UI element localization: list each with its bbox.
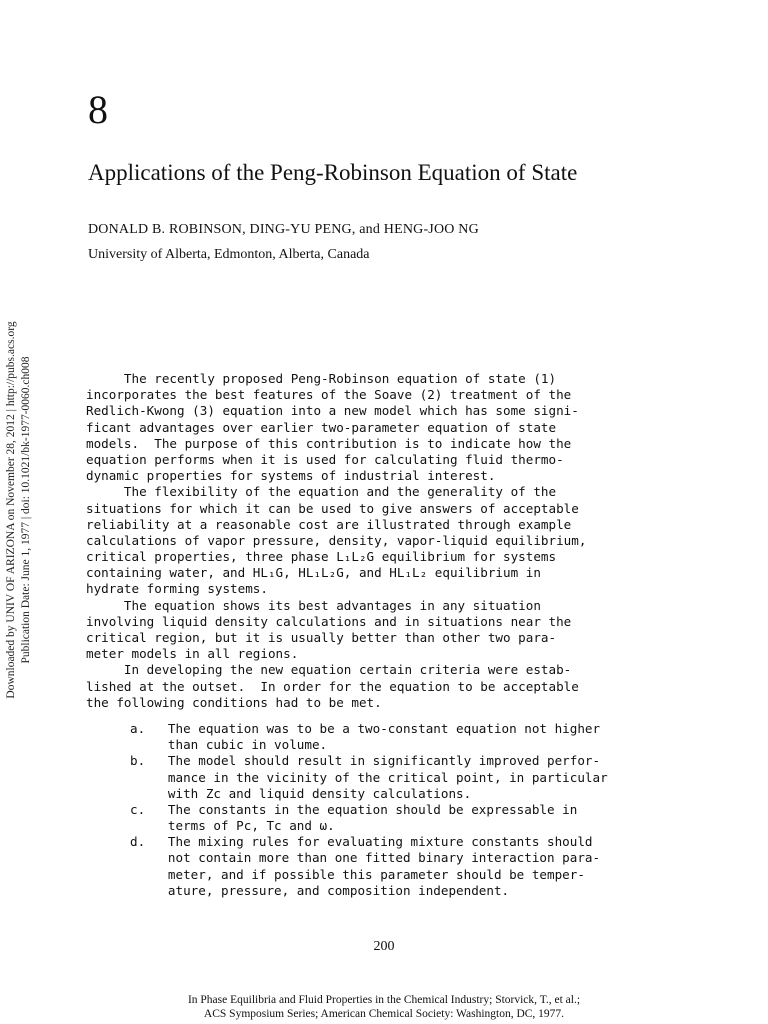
condition-line: terms of Pc, Tc and ω. <box>130 818 335 834</box>
body-line: incorporates the best features of the Soave (2) treatment of the <box>86 387 572 403</box>
condition-line: b. The model should result in significantly improved perfor- <box>130 753 601 769</box>
body-line: hydrate forming systems. <box>86 581 268 597</box>
citation-line-2: ACS Symposium Series; American Chemical Society: Washington, DC, 1977. <box>203 1008 565 1020</box>
body-line: situations for which it can be used to give answers of acceptable <box>86 500 579 516</box>
body-line: meter models in all regions. <box>86 646 299 662</box>
body-line: reliability at a reasonable cost are illustrated through example <box>86 516 572 532</box>
condition-line: with Zc and liquid density calculations. <box>130 785 472 801</box>
body-line: In developing the new equation certain criteria were estab- <box>86 662 572 678</box>
body-line: dynamic properties for systems of industrial interest. <box>86 468 496 484</box>
citation-footer <box>0 993 768 1021</box>
download-sidebar-text <box>4 300 44 720</box>
condition-line: meter, and if possible this parameter should be temper- <box>130 866 585 882</box>
condition-line: d. The mixing rules for evaluating mixture constants should <box>130 834 593 850</box>
chapter-title: Applications of the Peng-Robinson Equation of State <box>88 160 578 185</box>
body-line: The flexibility of the equation and the generality of the <box>86 484 557 500</box>
body-line: ficant advantages over earlier two-parameter equation of state <box>86 419 557 435</box>
body-line: The equation shows its best advantages in any situation <box>86 597 541 613</box>
author-affiliation: University of Alberta, Edmonton, Alberta, Canada <box>88 247 370 262</box>
citation-line-1: In Phase Equilibria and Fluid Properties in the Chemical Industry; Storvick, T., et al.; <box>187 994 581 1006</box>
body-paragraphs <box>86 371 706 711</box>
body-line: critical region, but it is usually better than other two para- <box>86 630 557 645</box>
condition-line: c. The constants in the equation should be expressable in <box>130 801 578 817</box>
body-line: critical properties, three phase L₁L₂G equilibrium for systems <box>86 549 557 565</box>
condition-line: ature, pressure, and composition independent. <box>130 882 510 898</box>
condition-line: mance in the vicinity of the critical point, in particular <box>130 769 608 785</box>
publication-date-doi: Publication Date: June 1, 1977 | doi: 10.1021/bk-1977-0060.ch008 <box>20 356 32 664</box>
chapter-number: 8 <box>88 87 108 132</box>
body-line: containing water, and HL₁G, HL₁L₂G, and HL₁L₂ equilibrium in <box>86 565 541 581</box>
condition-line: than cubic in volume. <box>130 737 328 753</box>
body-text <box>86 371 706 899</box>
list-spacer <box>86 711 706 721</box>
body-line: calculations of vapor pressure, density, vapor-liquid equilibrium, <box>86 532 587 548</box>
condition-line: not contain more than one fitted binary interaction para- <box>130 850 601 866</box>
page-number: 200 <box>373 939 395 954</box>
conditions-list <box>86 721 706 899</box>
body-line: lished at the outset. In order for the equation to be acceptable <box>86 678 579 694</box>
body-line: involving liquid density calculations and in situations near the <box>86 613 572 629</box>
download-notice: Downloaded by UNIV OF ARIZONA on November 28, 2012 | http://pubs.acs.org <box>5 321 17 699</box>
body-line: The recently proposed Peng-Robinson equation of state (1) <box>86 371 557 386</box>
body-line: models. The purpose of this contribution is to indicate how the <box>86 435 572 451</box>
download-sidebar <box>4 300 44 720</box>
body-line: equation performs when it is used for calculating fluid thermo- <box>86 451 564 467</box>
condition-line: a. The equation was to be a two-constant equation not higher <box>130 720 601 736</box>
body-line: the following conditions had to be met. <box>86 694 382 710</box>
author-list: DONALD B. ROBINSON, DING-YU PENG, and HENG-JOO NG <box>88 222 479 237</box>
body-line: Redlich-Kwong (3) equation into a new model which has some signi- <box>86 403 579 419</box>
